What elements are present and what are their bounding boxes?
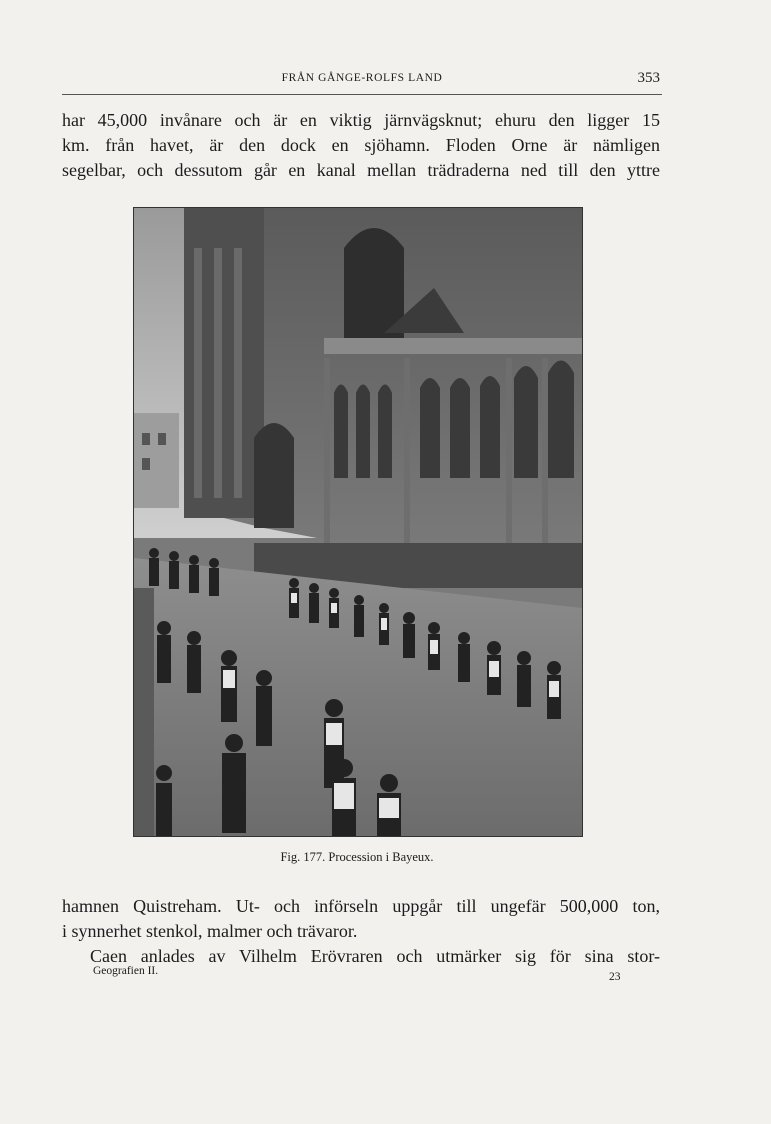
paragraph-line: har 45,000 invånare och är en viktig järnvägsknut; ehuru den ligger 15	[62, 110, 660, 130]
signature-mark: Geografien II.	[93, 965, 159, 977]
top-paragraph	[62, 108, 660, 183]
figure-caption: Fig. 177. Procession i Bayeux.	[280, 850, 434, 864]
paragraph-line: i synnerhet stenkol, malmer och trävaror.	[62, 921, 358, 941]
photo-illustration	[134, 208, 582, 836]
sheet-number: 23	[609, 971, 621, 983]
running-header	[62, 70, 662, 95]
bottom-paragraph	[62, 894, 660, 944]
procession-photograph	[133, 207, 583, 837]
page-number: 353	[637, 70, 660, 86]
paragraph-line: segelbar, och dessutom går en kanal mellan trädraderna ned till den yttre	[62, 160, 660, 180]
paragraph-line: hamnen Quistreham. Ut- och införseln uppgår till ungefär 500,000 ton,	[62, 896, 660, 916]
paragraph-line: km. från havet, är den dock en sjöhamn. Floden Orne är nämligen	[62, 135, 660, 155]
running-title: FRÅN GÅNGE-ROLFS LAND	[281, 72, 443, 84]
paragraph-line: Caen anlades av Vilhelm Erövraren och utmärker sig för sina stor-	[90, 946, 660, 966]
